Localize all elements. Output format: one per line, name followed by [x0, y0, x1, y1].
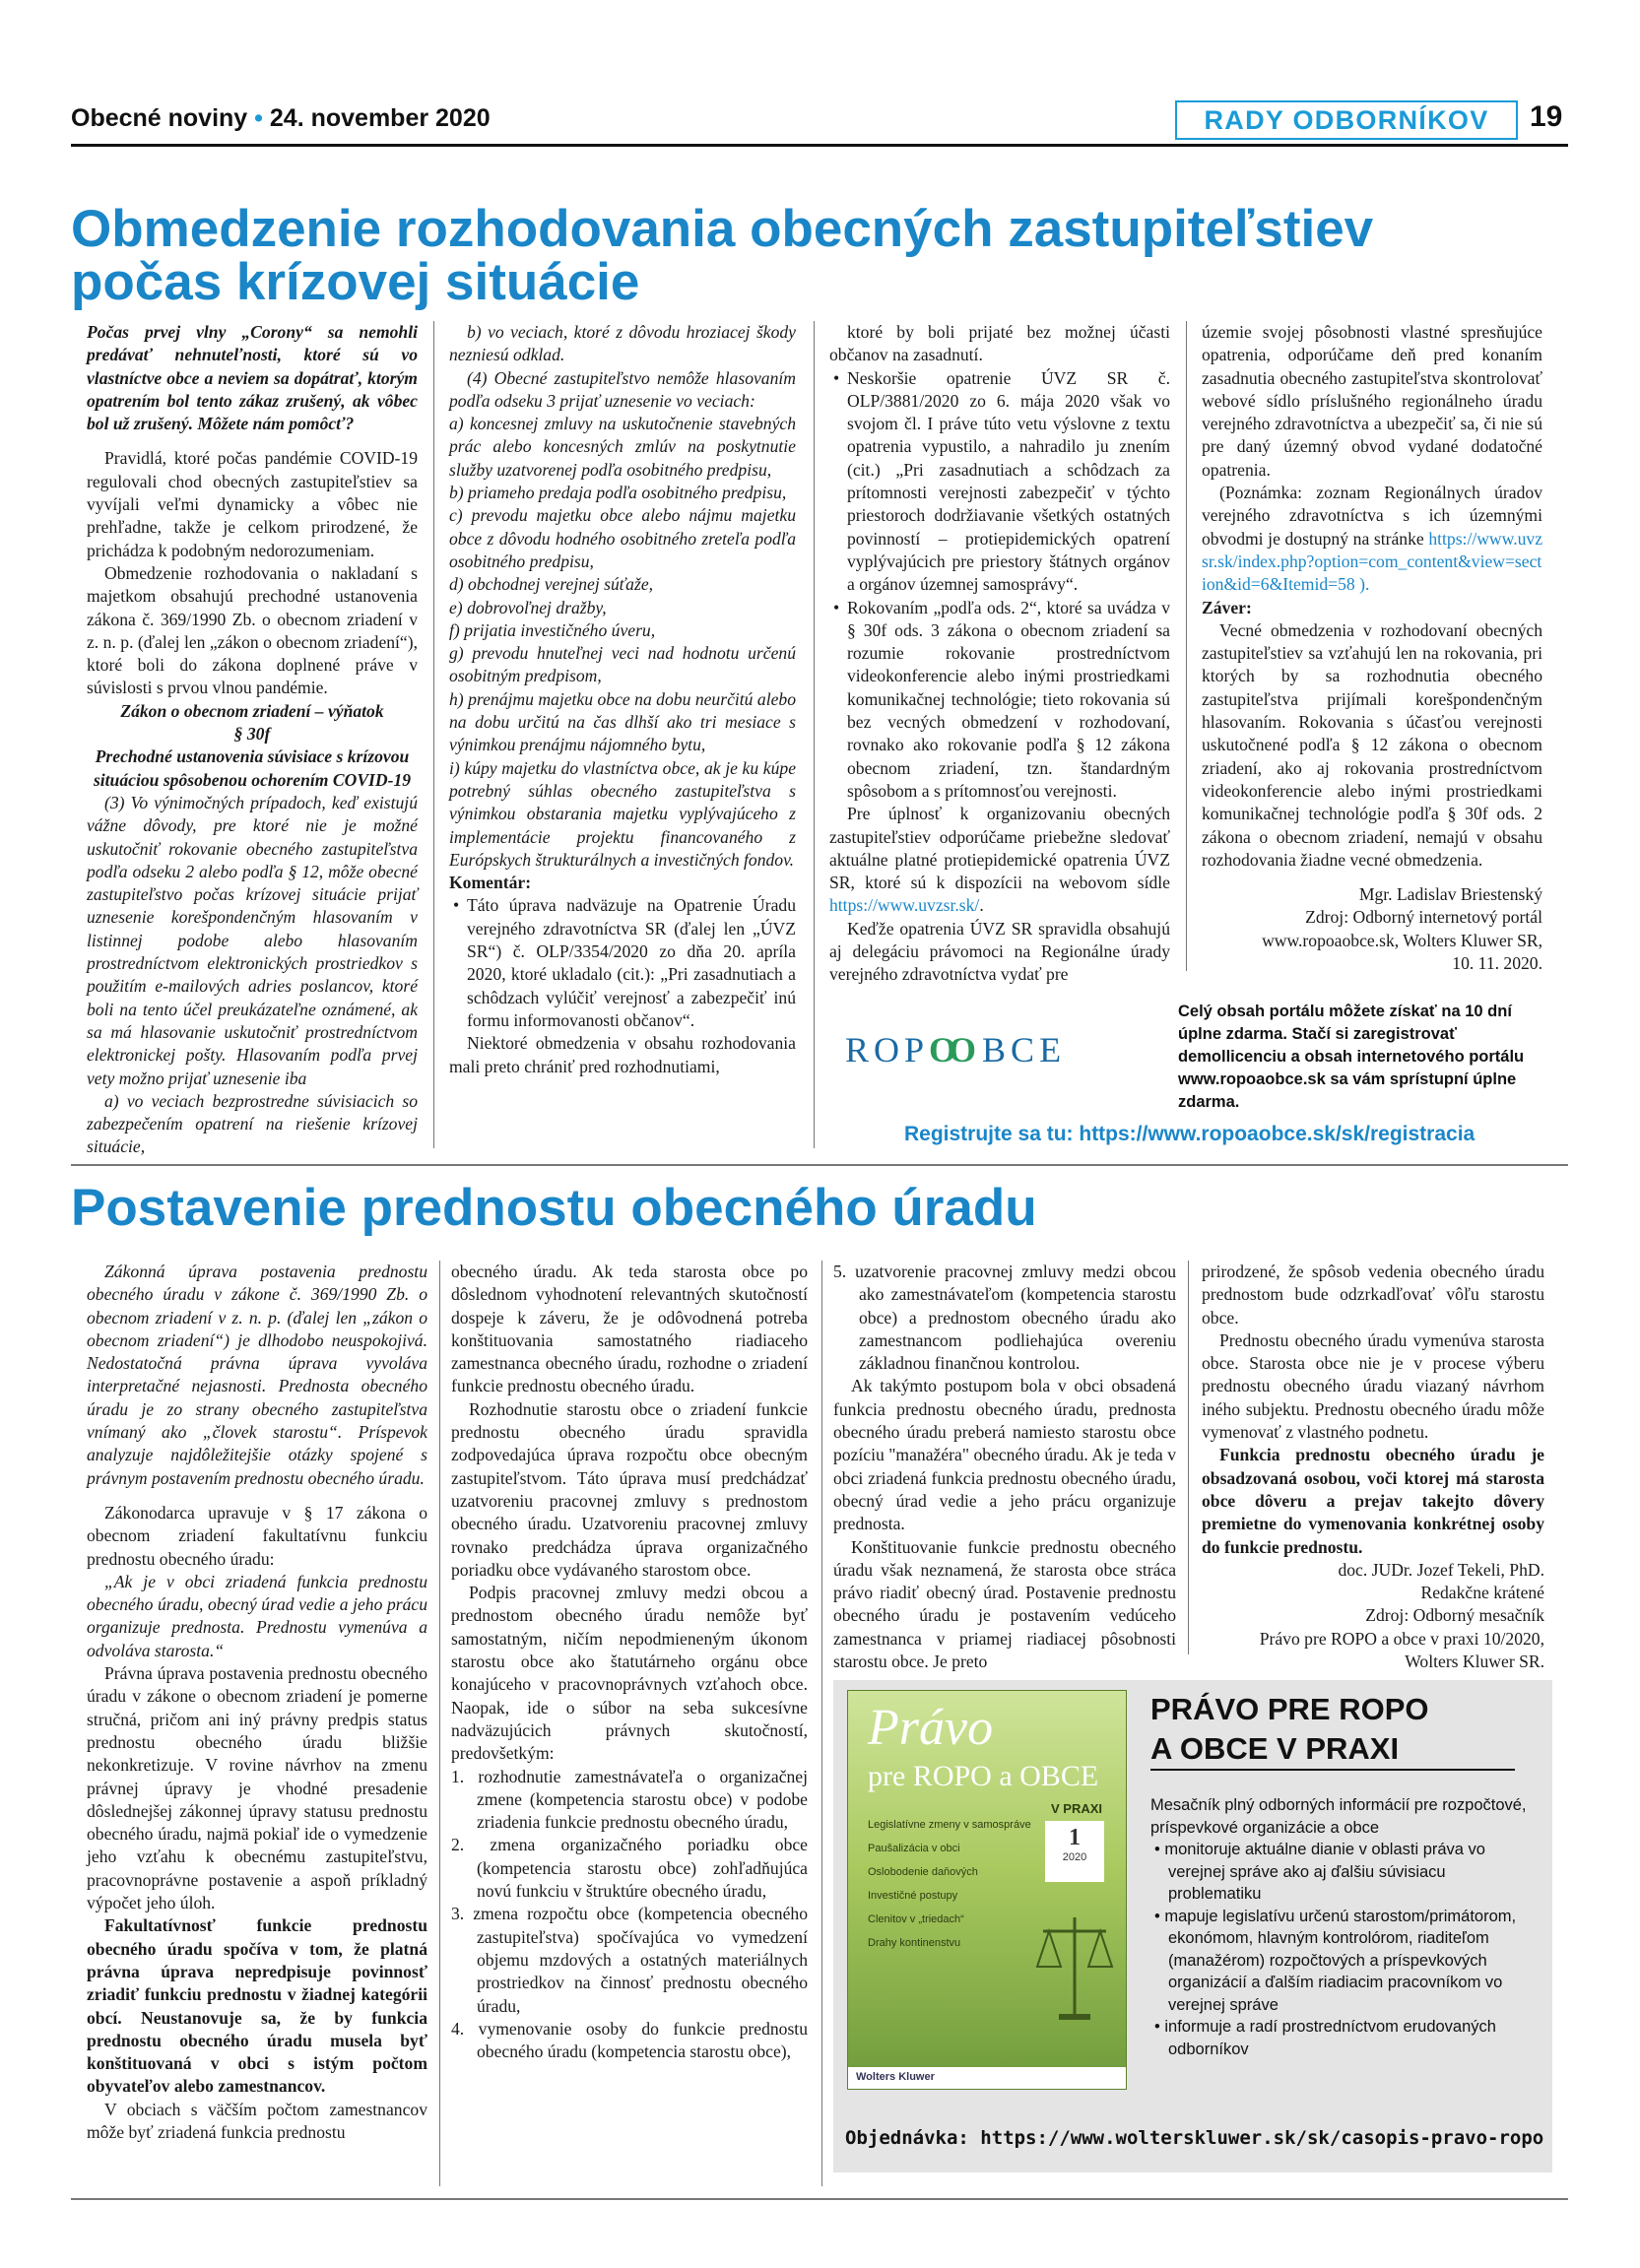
- registration-link[interactable]: Registrujte sa tu: https://www.ropoaobce.sk/sk/registracia: [904, 1123, 1476, 1145]
- author: doc. JUDr. Jozef Tekeli, PhD.: [1338, 1559, 1544, 1580]
- order-link[interactable]: Objednávka: https://www.wolterskluwer.sk/sk/casopis-pravo-ropo: [845, 2127, 1544, 2149]
- section-rule: [71, 1164, 1568, 1166]
- law-item: d) obchodnej verejnej súťaže,: [449, 574, 654, 595]
- law-item: h) prenájmu majetku obce na dobu neurčitú alebo na dobu určitú na čas dlhší ako tri mesiace s výnimkou prenájmu nájomného bytu,: [449, 688, 796, 755]
- conclusion-heading: Záver:: [1202, 597, 1252, 617]
- paragraph: Zákonodarca upravuje v § 17 zákona o obecnom zriadení fakultatívnu funkciu prednostu obecného úradu:: [87, 1502, 427, 1569]
- article1-title-line2: počas krízovej situácie: [71, 253, 640, 311]
- column-divider: [1188, 1261, 1189, 1654]
- paragraph: Konštituovanie funkcie prednostu obecného úradu však neznamená, že starosta obce stráca právo riadiť obecný úrad. Postavenie prednostu obecného úradu je postavením vedúceho zamestnanca v priamej riadiacej pôsobnosti starostu obce. Je preto: [833, 1536, 1176, 1672]
- article1-title: [71, 200, 1568, 311]
- article2-column-3: [833, 1261, 1176, 1672]
- lead-paragraph: Zákonná úprava postavenia prednostu obecného úradu v zákone č. 369/1990 Zb. o obecnom zriadení v z. n. p. (ďalej len „zákon o obecnom zriadení“) je dlhodobo neuspokojivá. Nedostatočná právna úprava vyvoláva interpretačné nejasnosti. Prednosta obecného úradu je zo strany obecného zastupiteľstva vnímaný ako „človek starostu“. Príspevok analyzuje najdôležitejšie otázky spojené s právnym postavením prednostu obecného úradu.: [87, 1262, 427, 1488]
- article2-column-4: [1202, 1261, 1544, 1672]
- paragraph: Rozhodnutie starostu obce o zriadení funkcie prednostu obecného úradu spravidla zodpovedajúca úprava rozpočtu obce obecným zastupiteľstvom. Táto úprava musí predchádzať uzatvoreniu pracovnej zmluvy s prednostom obecného úradu. Uzatvoreniu pracovnej zmluvy rovnako predchádza úprava organizačného poriadku obce vydávaného starostom obce.: [451, 1398, 808, 1580]
- paragraph: ktoré by boli prijaté bez možnej účasti občanov na zasadnutí.: [829, 322, 1170, 365]
- law-paragraph: (3) Vo výnimočných prípadoch, keď existujú vážne dôvody, pre ktoré nie je možné uskutočniť rokovanie obecného zastupiteľstva podľa odseku 2 alebo podľa § 12, môže obecné zastupiteľstvo počas krízovej situácie prijať uznesenie korešpondenčným hlasovaním v listinnej podobe alebo hlasovaním prostredníctvom elektronických prostriedkov s použitím e-mailových adries poslancov, ktoré boli na tento účel preukázateľne oznámené, ak sa má hlasovanie uskutočniť prostredníctvom elektronickej pošty. Hlasovaním podľa prvej vety možno prijať uznesenie iba: [87, 792, 418, 1088]
- magazine-cover[interactable]: [847, 1690, 1127, 2090]
- magazine-bullet: • monitoruje aktuálne dianie v oblasti práva vo verejnej správe ako aj ďalšiu súvisiacu problematiku: [1154, 1841, 1485, 1903]
- paragraph: Keďže opatrenia ÚVZ SR spravidla obsahujú aj delegáciu právomoci na Regionálne úrady verejného zdravotníctva vydať pre: [829, 918, 1170, 985]
- newspaper-name: Obecné noviny: [71, 104, 248, 132]
- column-divider: [1186, 321, 1187, 971]
- cover-item: Oslobodenie daňových: [868, 1866, 978, 1878]
- cover-title: Právo: [868, 1700, 994, 1756]
- article1-column-4: [1202, 321, 1542, 974]
- source-line: Wolters Kluwer SR.: [1405, 1652, 1544, 1672]
- law-item: f) prijatia investičného úveru,: [449, 619, 656, 640]
- column-divider: [814, 321, 815, 1148]
- ropoaobce-logo: [845, 1003, 1141, 1097]
- regional-offices-link[interactable]: https://www.uvzsr.sk/index.php?option=com_content&view=section&id=6&Itemid=58 ).: [1202, 528, 1542, 595]
- cover-item: Paušalizácia v obci: [868, 1843, 960, 1854]
- commentary-heading: Komentár:: [449, 873, 532, 893]
- note-paragraph: (Poznámka: zoznam Regionálnych úradov verejného zdravotníctva s ich územnými obvodmi je dostupný na stránke https://www.uvzsr.sk/index.php?option=com_content&view=section&id=6&Itemid=58 ).: [1202, 483, 1542, 595]
- law-item: b) priameho predaja podľa osobitného predpisu,: [449, 483, 787, 503]
- paragraph: V obciach s väčším počtom zamestnancov môže byť zriadená funkcia prednostu: [87, 2099, 427, 2142]
- list-item: 2. zmena organizačného poriadku obce (kompetencia starostu obce) zohľadňujúca novú funkciu v štruktúre obecného úradu,: [451, 1835, 808, 1902]
- list-item: 1. rozhodnutie zamestnávateľa o organizačnej zmene (kompetencia starostu obce) v podobe zriadenia funkcie prednostu obecného úradu,: [451, 1766, 808, 1833]
- issue-date: 24. november 2020: [269, 104, 491, 132]
- paragraph: Pre úplnosť k organizovaniu obecných zastupiteľstiev odporúčame priebežne sledovať aktuálne platné protiepidemické opatrenia ÚVZ SR, ktoré sú k dispozícii na webovom sídle https://www.uvzsr.sk/.: [829, 804, 1170, 916]
- bold-paragraph: Funkcia prednostu obecného úradu je obsadzovaná osobou, voči ktorej má starosta obce dôveru a prejav takejto dôvery premietne do vymenovania konkrétnej osoby do funkcie prednostu.: [1202, 1445, 1544, 1557]
- column-divider: [439, 1261, 440, 2186]
- cover-publisher: Wolters Kluwer: [848, 2067, 1126, 2089]
- header-rule: [71, 144, 1568, 147]
- scales-of-justice-icon: [1033, 1908, 1116, 2026]
- law-paragraph: a) vo veciach bezprostredne súvisiacich so zabezpečením opatrení na riešenie krízovej situácie,: [87, 1090, 418, 1157]
- article1-column-2: [449, 321, 796, 1148]
- paragraph: Niektoré obmedzenia v obsahu rozhodovania mali preto chrániť pred rozhodnutiami,: [449, 1033, 796, 1076]
- column-divider: [821, 1261, 822, 2186]
- article1-column-1: [87, 321, 418, 1157]
- separator-dot: •: [254, 104, 263, 132]
- cover-tag: V PRAXI: [1051, 1801, 1103, 1816]
- list-item: 5. uzatvorenie pracovnej zmluvy medzi obcou ako zamestnávateľom (kompetencia starostu obce) a prednostom obecného úradu ako zamestnancom podliehajúca overeniu základnou finančnou kontrolou.: [833, 1262, 1176, 1374]
- list-item: 4. vymenovanie osoby do funkcie prednostu obecného úradu (kompetencia starostu obce),: [451, 2018, 808, 2062]
- magazine-bullet: • mapuje legislatívu určenú starostom/primátorom, ekonómom, hlavným kontrolórom, riaditeľom (manažérom) rozpočtových a príspevkových organizácií a ďalším riadiacim pracovníkom vo verejnej správe: [1154, 1907, 1517, 2014]
- cover-subtitle: pre ROPO a OBCE: [868, 1760, 1099, 1792]
- paragraph: Vecné obmedzenia v rozhodovaní obecných zastupiteľstiev sa vzťahujú len na rokovania, pri ktorých by sa rozhodnutia obecného zastupiteľstva prijímali korešpondenčným hlasovaním. Rokovania s účasťou verejnosti uskutočnené podľa § 12 zákona o obecnom zriadení, ako aj rokovania prostredníctvom videokonferencie alebo inými prostriedkami komunikačnej technológie podľa § 30f ods. 2 zákona o obecnom zriadení, nemajú v obsahu rozhodovania žiadne vecné obmedzenia.: [1202, 619, 1542, 870]
- law-section: § 30f: [233, 724, 271, 745]
- cover-contents: [868, 1817, 1035, 1951]
- cover-item: Drahy kontinenstvu: [868, 1937, 961, 1949]
- reader-question: Počas prvej vlny „Corony“ sa nemohli predávať nehnuteľnosti, ktoré sú vo vlastníctve obce a neviem sa dopátrať, ktorým opatrením bol tento zákaz zrušený, ak vôbec bol už zrušený. Môžete nám pomôcť?: [87, 322, 418, 434]
- bullet-paragraph: • Rokovaním „podľa ods. 2“, ktoré sa uvádza v § 30f ods. 3 zákona o obecnom zriadení sa rozumie rokovanie prostredníctvom videokonferencie alebo inými prostriedkami komunikačnej technológie; tieto rokovania sú bez vecných obmedzení v rozhodovaní, rovnako ako rokovanie podľa § 12 zákona obecnom zriadení, tzn. štandardným spôsobom a s prítomnosťou verejnosti.: [829, 597, 1170, 804]
- section-label: RADY ODBORNÍKOV: [1175, 100, 1518, 140]
- bottom-rule: [71, 2198, 1568, 2200]
- source-line: www.ropoaobce.sk, Wolters Kluwer SR,: [1262, 930, 1542, 950]
- source-line: Zdroj: Odborný internetový portál: [1305, 907, 1542, 928]
- logo-mark: OO: [929, 1030, 969, 1069]
- paragraph: Obmedzenie rozhodovania o nakladaní s majetkom obsahujú prechodné ustanovenia zákona č. 369/1990 Zb. o obecnom zriadení v z. n. p. (ďalej len „zákon o obecnom zriadení“), ktoré boli do zákona doplnené práve v súvislosti s prvou vlnou pandémie.: [87, 562, 418, 698]
- article1-title-line1: Obmedzenie rozhodovania obecných zastupiteľstiev: [71, 200, 1374, 258]
- paragraph: Podpis pracovnej zmluvy medzi obcou a prednostom obecného úradu nemôže byť samostatným, ničím nepodmieneným úkonom starostu obce ako štatutárneho orgánu obce konajúceho v pracovnoprávnych vzťahoch obce. Naopak, ide o súbor na seba sukcesívne nadväzujúcich právnych skutočností, predovšetkým:: [451, 1583, 808, 1764]
- law-subheading: Prechodné ustanovenia súvisiace s krízovou situáciou spôsobenou ochorením COVID-19: [93, 746, 412, 790]
- logo-text: ROPOO BCE: [845, 1030, 1067, 1069]
- paragraph: prirodzené, že spôsob vedenia obecného úradu prednostom bude odzrkadľovať vôľu starostu obce.: [1202, 1262, 1544, 1328]
- edit-note: Redakčne krátené: [1420, 1583, 1544, 1603]
- paragraph: Právna úprava postavenia prednostu obecného úradu v zákone o obecnom zriadení je pomerne stručná, pričom ani iný právny predpis status prednostu obecného úradu bližšie nekonkretizuje. V rovine návrhov na zmenu právnej úpravy je vhodné presadenie dôslednejšej zákonnej úpravy statusu prednostu obecného úradu, najmä pokiaľ ide o vymedzenie jeho vzťahu k obecnému zastupiteľstvu, pracovnoprávne postavenie a aspoň príkladný výpočet jeho úloh.: [87, 1663, 427, 1913]
- law-paragraph: b) vo veciach, ktoré z dôvodu hroziacej škody nezniesú odklad.: [449, 322, 796, 365]
- column-divider: [433, 321, 434, 1148]
- law-item: a) koncesnej zmluvy na uskutočnenie stavebných prác alebo koncesných zmlúv na poskytnutie služby uzatvorenej podľa osobitného predpisu,: [449, 414, 796, 480]
- paragraph: obecného úradu. Ak teda starosta obce po dôslednom vyhodnotení relevantných skutočností dospeje k záveru, že je odôvodnená potreba konštituovania samostatného riadiaceho zamestnanca obecného úradu, rozhodne o zriadení funkcie prednostu obecného úradu.: [451, 1262, 808, 1396]
- law-heading: Zákon o obecnom zriadení – výňatok: [120, 700, 384, 721]
- cover-item: Legislatívne zmeny v samospráve: [868, 1819, 1031, 1831]
- law-paragraph: (4) Obecné zastupiteľstvo nemôže hlasovaním podľa odseku 3 prijať uznesenie vo veciach:: [449, 367, 796, 411]
- law-item: g) prevodu hnuteľnej veci nad hodnotu určenú osobitným predpisom,: [449, 643, 796, 686]
- portal-promo-text: Celý obsah portálu môžete získať na 10 dní úplne zdarma. Stačí si zaregistrovať demollicenciu a obsah internetového portálu www.ropoaobce.sk sa vám sprístupní úplne zdarma.: [1178, 1003, 1525, 1111]
- uvz-link[interactable]: https://www.uvzsr.sk/: [829, 895, 980, 916]
- law-item: c) prevodu majetku obce alebo nájmu majetku obce z dôvodu hodného osobitného zreteľa podľa osobitného predpisu,: [449, 505, 796, 571]
- paragraph: Ak takýmto postupom bola v obci obsadená funkcia prednostu obecného úradu, prednosta obecného úradu preberá namiesto starostu obce pozíciu "manažéra" obecného úradu. Ak je teda v obci zriadená funkcia prednostu obecného úradu, obecný úrad vedie a jeho prácu organizuje prednosta.: [833, 1376, 1176, 1534]
- source-line: Zdroj: Odborný mesačník: [1365, 1605, 1544, 1626]
- page-number: 19: [1530, 100, 1563, 133]
- author: Mgr. Ladislav Briestenský: [1358, 884, 1542, 905]
- article1-column-3: [829, 321, 1170, 985]
- law-item: e) dobrovoľnej dražby,: [449, 597, 607, 617]
- bold-paragraph: Fakultatívnosť funkcie prednostu obecného úradu spočíva v tom, že platná právna úprava nepredpisuje povinnosť zriadiť funkciu prednostu v žiadnej kategórii obcí. Neustanovuje sa, že by funkcia prednostu obecného úradu musela byť konštituovaná v obci s istým počtom obyvateľov alebo zamestnancov.: [87, 1915, 427, 2097]
- magazine-description: Mesačník plný odborných informácií pre rozpočtové, príspevkové organizácie a obce • monitoruje aktuálne dianie v oblasti práva vo verejnej správe ako aj ďalšiu súvisiacu problematiku • mapuje legislatívu určenú starostom/primátorom, ekonómom, hlavným kontrolórom, riaditeľom (manažérom) rozpočtových a príspevkových organizácií a ďalším riadiacim pracovníkom vo verejnej správe • informuje a radí prostredníctvom erudovaných odborníkov: [1150, 1794, 1539, 2060]
- paragraph: Pravidlá, ktoré počas pandémie COVID-19 regulovali chod obecných zastupiteľstiev sa vyvíjali veľmi dynamicky a vôbec nie prehľadne, takže je celkom prirodzené, že prichádza k podobným nedorozumeniam.: [87, 448, 418, 560]
- list-item: 3. zmena rozpočtu obce (kompetencia obecného zastupiteľstva) spočívajúca vo vymedzení objemu mzdových a ostatných materiálnych prostriedkov na činnosť prednostu obecného úradu,: [451, 1904, 808, 2016]
- cover-item: Clenitov v „triedach“: [868, 1913, 964, 1925]
- cover-item: Investičné postupy: [868, 1890, 958, 1902]
- cover-issue: 1 2020: [1045, 1821, 1104, 1882]
- source-date: 10. 11. 2020.: [1452, 953, 1542, 974]
- paragraph: územie svojej pôsobnosti vlastné spresňujúce opatrenia, odporúčame deň pred konaním zasadnutia obecného zastupiteľstva skontrolovať webové sídlo príslušného regionálneho úradu verejného zdravotníctva a ubezpečiť sa, či nie sú pre daný územný obvod vydané dodatočné opatrenia.: [1202, 322, 1542, 480]
- commentary-bullet: • Táto úprava nadväzuje na Opatrenie Úradu verejného zdravotníctva SR (ďalej len „ÚVZ SR“) č. OLP/3354/2020 zo dňa 20. apríla 2020, ktoré ukladalo (cit.): „Pri zasadnutiach a schôdzach vylúčiť verejnosť a zabezpečiť inú formu informovanosti občanov“.: [449, 894, 796, 1032]
- magazine-title-rule: [1150, 1769, 1515, 1771]
- article2-column-1: [87, 1261, 427, 2186]
- magazine-title: PRÁVO PRE ROPO A OBCE V PRAXI: [1150, 1692, 1429, 1766]
- bullet-paragraph: • Neskoršie opatrenie ÚVZ SR č. OLP/3881/2020 zo 6. mája 2020 však vo svojom čl. I práve túto vetu výslovne z textu opatrenia vypustilo, a nahradilo ju znením (cit.) „Pri zasadnutiach a schôdzach za prítomnosti verejnosti zabezpečiť v týchto priestoroch dodržiavanie všetkých ostatných povinností – protiepidemických opatrení vyplývajúcich pre priestory štátnych orgánov a orgánov územnej samosprávy“.: [829, 367, 1170, 597]
- masthead: [71, 104, 491, 133]
- article2-column-2: [451, 1261, 808, 2186]
- article2-title: Postavenie prednostu obecného úradu: [71, 1179, 1037, 1237]
- paragraph: Prednostu obecného úradu vymenúva starosta obce. Starosta obce nie je v procese výberu prednostu obecného úradu viazaný návrhom iného subjektu. Prednostu obecného úradu môže vymenovať z vlastného podnetu.: [1202, 1329, 1544, 1443]
- source-line: Právo pre ROPO a obce v praxi 10/2020,: [1259, 1628, 1544, 1649]
- magazine-bullet: • informuje a radí prostredníctvom erudovaných odborníkov: [1154, 2018, 1496, 2058]
- law-quote: „Ak je v obci zriadená funkcia prednostu obecného úradu, obecný úrad vedie a jeho prácu organizuje prednosta. Prednostu vymenúva a odvoláva starosta.“: [87, 1571, 427, 1660]
- law-item: i) kúpy majetku do vlastníctva obce, ak je ku kúpe potrebný súhlas obecného zastupiteľstva s výnimkou obstarania majetku vyplývajúceho z implementácie projektu financovaného z Európskych štrukturálnych a investičných fondov.: [449, 757, 796, 870]
